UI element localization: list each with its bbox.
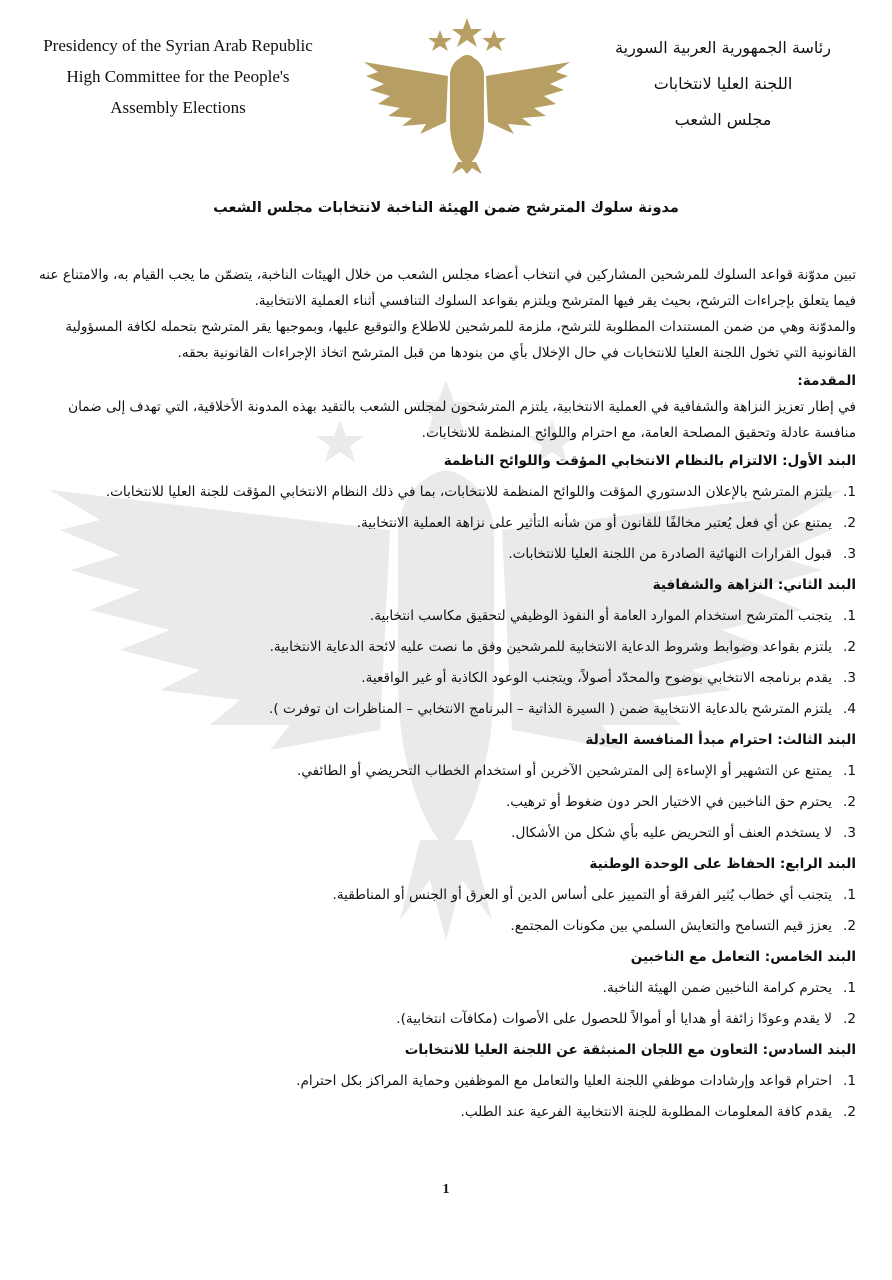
item-number: 4. <box>843 701 856 717</box>
preamble-text: في إطار تعزيز النزاهة والشفافية في العملية الانتخابية، يلتزم المترشحون لمجلس الشعب بالتقيد بهذه المدونة الأخلاقية، التي تهدف إلى ضمان منافسة عادلة وتحقيق المصلحة العامة، مع احترام واللوائح المنظمة للانتخابات. <box>68 399 856 441</box>
item-number: 1. <box>843 980 856 996</box>
item-text: يتجنب المترشح استخدام الموارد العامة أو النفوذ الوظيفي لتحقيق مكاسب انتخابية. <box>369 608 832 624</box>
item-number: 2. <box>843 1011 856 1027</box>
document-body <box>32 262 856 1130</box>
item-text: يلتزم بقواعد وضوابط وشروط الدعاية الانتخابية للمرشحين وفق ما نصت عليه لائحة الدعاية الانتخابية. <box>269 639 832 655</box>
syrian-eagle-emblem-icon <box>360 14 574 174</box>
section-2-item-3 <box>32 665 856 691</box>
section-1-item-3 <box>32 541 856 567</box>
item-text: احترام قواعد وإرشادات موظفي اللجنة العليا والتعامل مع الموظفين وحماية المراكز بكل احترام. <box>296 1073 832 1089</box>
section-2-item-1 <box>32 603 856 629</box>
item-number: 1. <box>843 484 856 500</box>
item-text: يحترم حق الناخبين في الاختيار الحر دون ضغوط أو ترهيب. <box>505 794 832 810</box>
section-6-heading: البند السادس: التعاون مع اللجان المنبثقة عن اللجنة العليا للانتخابات <box>404 1042 856 1058</box>
item-number: 2. <box>843 515 856 531</box>
item-text: يمتنع عن أي فعل يُعتبر مخالفًا للقانون أو من شأنه التأثير على نزاهة العملية الانتخابية. <box>356 515 832 531</box>
header-english <box>18 30 338 123</box>
item-number: 2. <box>843 1104 856 1120</box>
intro-paragraph-2: والمدوّنة وهي من ضمن المستندات المطلوبة للترشح، ملزمة للمرشحين للاطلاع والتوقيع عليها، وبموجبها يقر المترشح بتحمله لكافة المسؤولية القانونية التي تخول اللجنة العليا للانتخابات في حال الإخلال بأي من بنودها من قبل المترشح اتخاذ الإجراءات القانونية بحقه. <box>65 319 856 361</box>
item-text: قبول القرارات النهائية الصادرة من اللجنة العليا للانتخابات. <box>508 546 832 562</box>
header-ar-line-1: رئاسة الجمهورية العربية السورية <box>615 38 831 57</box>
item-text: يحترم كرامة الناخبين ضمن الهيئة الناخبة. <box>602 980 832 996</box>
section-3-item-3 <box>32 820 856 846</box>
item-number: 1. <box>843 1073 856 1089</box>
header-en-line-2: High Committee for the People's <box>66 67 290 86</box>
document-title: مدونة سلوك المترشح ضمن الهيئة الناخبة لانتخابات مجلس الشعب <box>213 200 679 216</box>
section-1-item-1 <box>32 479 856 505</box>
section-3-item-1 <box>32 758 856 784</box>
item-text: يمتنع عن التشهير أو الإساءة إلى المترشحين الآخرين أو استخدام الخطاب التحريضي أو الطائفي. <box>296 763 832 779</box>
header-ar-line-2: اللجنة العليا لانتخابات <box>653 74 793 93</box>
page-number: 1 <box>442 1182 450 1197</box>
item-number: 1. <box>843 887 856 903</box>
item-number: 2. <box>843 918 856 934</box>
item-number: 1. <box>843 763 856 779</box>
section-6-item-2 <box>32 1099 856 1125</box>
section-5-item-1 <box>32 975 856 1001</box>
item-number: 2. <box>843 639 856 655</box>
header-en-line-1: Presidency of the Syrian Arab Republic <box>43 36 313 55</box>
item-text: لا يستخدم العنف أو التحريض عليه بأي شكل من الأشكال. <box>511 825 832 841</box>
header-ar-line-3: مجلس الشعب <box>674 110 772 129</box>
section-4-heading: البند الرابع: الحفاظ على الوحدة الوطنية <box>589 856 856 872</box>
preamble-heading: المقدمة: <box>797 373 856 389</box>
intro-paragraph-1: تبين مدوّنة قواعد السلوك للمرشحين المشاركين في انتخاب أعضاء مجلس الشعب من خلال الهيئات الناخبة، يتضمّن ما يجب القيام به، والامتناع عنه فيما يتعلق بإجراءات الترشح، بحيث يقر فيها المترشح ويلتزم بقواعد السلوك التنافسي أثناء العملية الانتخابية. <box>39 267 856 309</box>
section-2-heading: البند الثاني: النزاهة والشفافية <box>652 577 856 593</box>
item-text: يتجنب أي خطاب يُثير الفرقة أو التمييز على أساس الدين أو العرق أو الجنس أو المناطقية. <box>332 887 832 903</box>
item-text: يلتزم المترشح بالإعلان الدستوري المؤقت واللوائح المنظمة للانتخابات، بما في ذلك النظام الانتخابي المؤقت للجنة العليا للانتخابات. <box>105 484 832 500</box>
item-text: يقدم برنامجه الانتخابي بوضوح والمحدّد أصولاً، ويتجنب الوعود الكاذبة أو غير الواقعية. <box>361 670 832 686</box>
item-number: 3. <box>843 670 856 686</box>
header-arabic <box>588 30 858 138</box>
header-en-line-3: Assembly Elections <box>110 98 246 117</box>
section-2-item-4 <box>32 696 856 722</box>
section-1-item-2 <box>32 510 856 536</box>
section-3-item-2 <box>32 789 856 815</box>
section-5-heading: البند الخامس: التعامل مع الناخبين <box>630 949 856 965</box>
item-text: يعزز قيم التسامح والتعايش السلمي بين مكونات المجتمع. <box>510 918 832 934</box>
item-number: 3. <box>843 546 856 562</box>
section-3-heading: البند الثالث: احترام مبدأ المنافسة العادلة <box>585 732 856 748</box>
section-6-item-1 <box>32 1068 856 1094</box>
section-4-item-2 <box>32 913 856 939</box>
item-text: يلتزم المترشح بالدعاية الانتخابية ضمن ( السيرة الذاتية – البرنامج الانتخابي – المناظرات ان توفرت ). <box>269 701 832 717</box>
item-number: 2. <box>843 794 856 810</box>
item-number: 1. <box>843 608 856 624</box>
item-text: يقدم كافة المعلومات المطلوبة للجنة الانتخابية الفرعية عند الطلب. <box>460 1104 832 1120</box>
section-5-item-2 <box>32 1006 856 1032</box>
item-number: 3. <box>843 825 856 841</box>
section-2-item-2 <box>32 634 856 660</box>
section-1-heading: البند الأول: الالتزام بالنظام الانتخابي المؤقت واللوائح الناظمة <box>443 453 856 469</box>
section-4-item-1 <box>32 882 856 908</box>
item-text: لا يقدم وعودًا زائفة أو هدايا أو أموالاً للحصول على الأصوات (مكافآت انتخابية). <box>396 1011 832 1027</box>
